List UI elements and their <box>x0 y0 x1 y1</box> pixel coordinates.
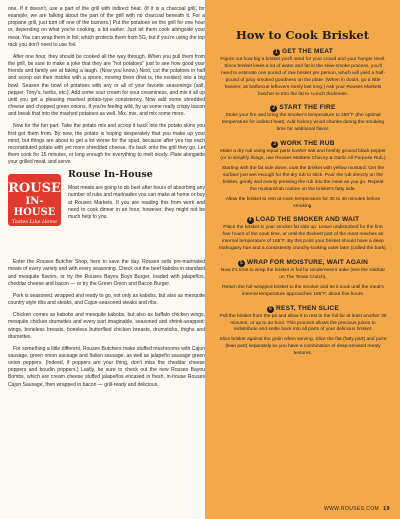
step-text: Now it's time to wrap the brisket in foil for tenderness's sake (see the sidebar on The Texas Crutch). <box>220 268 386 280</box>
step-3 <box>219 139 387 210</box>
step-text: Stoke your fire and bring the smoker's temperature to 250°F (the optimal temperature for indirect heat). Add hickory wood chunks during the smoking time for additional flavor. <box>221 113 385 133</box>
step-text: Slice brisket against the grain when serving. Slice the flat (fatty part) and point (lean part) separately so you have a combination of deep-smoked meaty textures. <box>219 337 387 357</box>
step-title: LOAD THE SMOKER AND WAIT <box>255 216 360 224</box>
brisket-sidebar <box>205 0 400 519</box>
sidebar-title: How to Cook Brisket <box>235 28 370 42</box>
body-paragraph: Pork is seasoned, wrapped and ready to go, not only as kabobs, but also as mesquite country style ribs and steaks, and Cajun-seasoned steaks and ribs. <box>8 292 205 307</box>
step-heading <box>219 304 387 313</box>
section-heading: Rouse In-House <box>68 169 153 181</box>
step-title: GET THE MEAT <box>282 48 333 55</box>
body-paragraph: one. If it doesn't, use a part of the grill with indirect heat. (If it is a charcoal grill, for example, we are talking about the part of the grill with no charcoal beneath it. For a propane grill, just turn off one of the burners.) Put the potatoes on the grill for one hour or, depending on what you're cooking, a bit earlier. Just let them cook alongside your meat. You can wrap them in foil, which protects them from 5G, but if you're using the top rack you don't need to use foil. <box>8 6 205 48</box>
steps-list <box>219 47 387 363</box>
step-4 <box>219 215 387 253</box>
step-1 <box>219 47 387 98</box>
step-text: Allow the brisket to rest at room temperature for 30 to 40 minutes before smoking. <box>225 196 381 209</box>
step-title: REST, THEN SLICE <box>276 304 339 312</box>
step-number-icon: 3 <box>271 141 278 148</box>
section-intro: Most meats are going to do best after hours of absorbing any number of rubs and marinades you can make at home or buy at Rouses Markets. If you are reading this from work and need to cook dinner in an hour, however, they might not be much help to you. <box>68 185 205 220</box>
body-paragraph: For something a little different, Rouses Butchers make stuffed mushrooms with Cajun sausage, green onion sausage and Italian sausage, as well as jalapeño sausage green onion peppers. (Indeed, if poppers are your thing, don't miss the cheddar cheese poppers and boudin poppers.) Lastly, be sure to check out the new Rouses Bayou Bombs, which are cream cheese stuffed jalapeños encased in fresh, in-house Rouses Cajun Sausage, then wrapped in bacon — grill-ready and delicious. <box>8 345 205 388</box>
step-number-icon: 5 <box>238 260 245 267</box>
step-heading <box>219 103 387 112</box>
rouse-in-house-logo <box>8 174 61 226</box>
body-paragraph: Chicken comes as kabobs and mesquite kabobs, but also as buffalo chicken wings, mesquite chicken drumettes and every part imaginable, seasoned and shrink-wrapped: wings, boneless breasts, boneless butterflied chicken breasts, drumsticks, thighs and drumettes. <box>8 312 205 340</box>
step-heading <box>219 215 387 224</box>
step-text: Make a dry rub using equal parts kosher salt and freshly ground black pepper (or to simplify things, use Rouses Markets Chicory & Garlic All Purpose Rub.) <box>220 149 386 162</box>
body-paragraph: Enter the Rouses Butcher Shop, here to save the day. Rouses sells pre-marinated meats of every variety and with every seasoning. Check out the beef kabobs in standard and mesquite flavors, or try the Rouses Bayou Boys Burger, loaded with jalapeños, cheddar cheese and bacon — or try the Green Onion and Bacon Burger. <box>8 259 205 287</box>
step-title: WRAP FOR MOISTURE, WAIT AGAIN <box>246 259 369 267</box>
step-text: Return the foil-wrapped brisket to the smoker and let it cook until the meat's internal temperature approaches 185°F, about five hours. <box>222 284 384 297</box>
step-title: WORK THE RUB <box>280 140 335 148</box>
rouse-in-house-section <box>8 171 205 255</box>
step-heading <box>219 258 387 267</box>
step-5 <box>219 258 387 299</box>
left-column <box>8 6 205 394</box>
step-2 <box>219 103 387 134</box>
step-number-icon: 4 <box>247 217 254 224</box>
step-text: Pull the brisket from the pit and allow it to rest in the foil for at least another 30 minutes, or up to an hour. This process allows the precious juices to redistribute and settle back into all parts of your delicious brisket. <box>219 313 387 333</box>
step-text: Starting with the fat side down, coat the brisket with yellow mustard. Get the surface just wet enough for the dry rub to stick. Pour the rub directly on the brisket, gently and evenly pressing the rub into the meat as you go. Repeat the mustard/rub routine on the brisket's fatty side. <box>221 165 385 192</box>
body-paragraph: Now for the fun part. Take the potato mix and scoop it back into the potato skins you first got them from. By now, the potato is hoping desperately that you make up your mind, but things are about to get a lot worse for the spud, because after you top each reconstituted potato with yet more shredded cheese, it's back onto the grill they go. Let them cook for 15 minutes, or long enough for everything to melt nicely. Plate alongside your grilled meat, and serve. <box>8 123 205 166</box>
step-text: Place the brisket in your smoker fat side up. Leave undisturbed for the first four hours of the cook time, or until the thickest part of the meat reaches an internal temperature of 165°F. By this point your brisket should have a deep mahogany hue and a consistently crunchy-looking outer later (called the bark). <box>219 225 388 252</box>
step-title: START THE FIRE <box>279 104 336 112</box>
page-number: 19 <box>383 506 390 512</box>
step-number-icon: 6 <box>267 306 274 313</box>
page-footer <box>205 506 390 512</box>
logo-tagline: Tastes Like Home <box>11 219 58 226</box>
logo-line-2: IN-HOUSE <box>13 196 56 219</box>
step-number-icon: 1 <box>273 49 280 56</box>
step-heading <box>219 139 387 148</box>
step-text: Figure out how big a brisket you'll need for your crowd and your hunger level. Since brisket loses a lot of water and fat in the slow-smoke process, you'll need to estimate one pound of raw brisket per person, which will yield a half-pound of juicy smoked goodness on the plate. (When in doubt, go a little heavier, as barbecue leftovers rarely last long.) Ask your Rouses Markets butcher to trim the fat to ¼-inch thickness. <box>220 57 386 97</box>
step-6 <box>219 304 387 358</box>
footer-url: WWW.ROUSES.COM <box>324 506 380 512</box>
body-paragraph: After one hour, they should be cooked all the way through. When you pull them from the grill, be sure to make a joke that they are "hot potatoes" just to see how good your friends and family are at faking a laugh. (Now you know.) Next, cut the potatoes in half and scoop out their insides with a spoon, moving them (that is, the insides) into a big bowl. Season the bowl of potatoes with any or all of your favorite seasonings (salt, pepper, Tony's, herbs, etc.). Add some sour cream for sour creaminess, and mix it all up until you get a pleasing mashed potato-type consistency. Now add some shredded cheese and chopped green onions. If you're feeling wild, fry up some really crispy bacon and break that into the mashed potatoes as well. Mix, mix, and mix some more. <box>8 53 205 118</box>
logo-line-1: ROUSE <box>8 181 61 197</box>
step-heading <box>219 47 387 56</box>
step-number-icon: 2 <box>270 105 277 112</box>
